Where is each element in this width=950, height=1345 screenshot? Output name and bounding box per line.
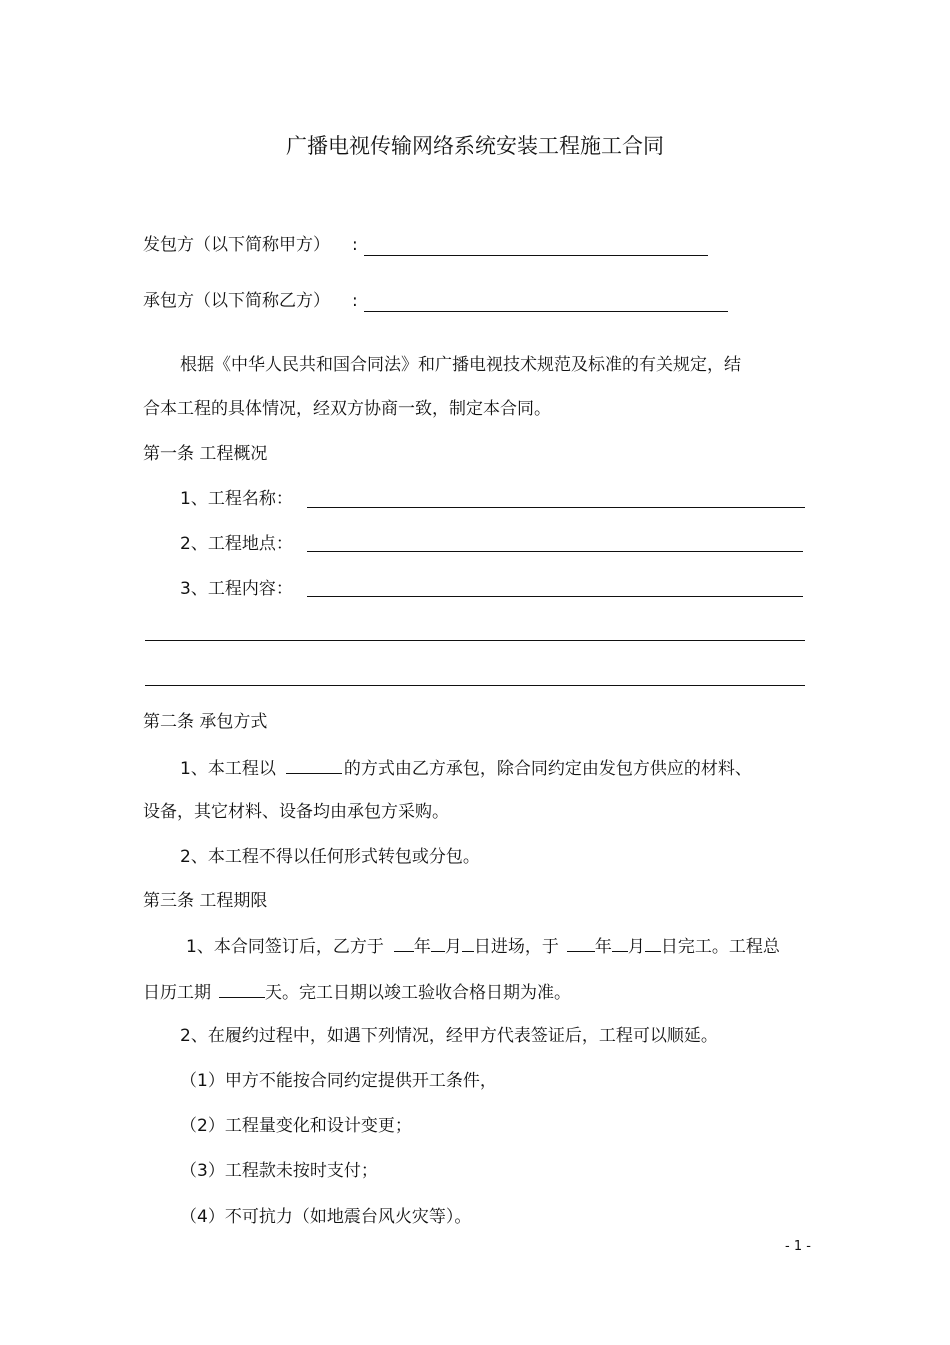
article-3-item-1-part-d: 日进场，于	[473, 937, 559, 957]
end-year-blank[interactable]	[567, 935, 595, 952]
article-3-item-1-part-g: 日完工。工程总	[660, 937, 780, 957]
project-name-label: 1、工程名称：	[180, 489, 293, 509]
year-label-2: 年	[594, 937, 612, 957]
article-3-item-2: 2、在履约过程中，如遇下列情况，经甲方代表签证后，工程可以顺延。	[180, 1026, 718, 1046]
article-2-item-1	[180, 757, 752, 780]
article-2-item-2: 2、本工程不得以任何形式转包或分包。	[180, 847, 480, 867]
party-a-blank[interactable]	[364, 255, 708, 256]
article-3-item-1	[186, 935, 780, 958]
preamble-line-2: 合本工程的具体情况，经双方协商一致，制定本合同。	[143, 399, 551, 419]
month-label-2: 月	[627, 937, 645, 957]
contract-mode-blank[interactable]	[286, 757, 342, 774]
article-3-sub-2: （2）工程量变化和设计变更；	[180, 1116, 412, 1136]
article-2-heading: 第二条 承包方式	[143, 712, 268, 732]
project-location-blank[interactable]	[307, 551, 803, 552]
month-label: 月	[444, 937, 462, 957]
article-3-sub-1: （1）甲方不能按合同约定提供开工条件，	[180, 1071, 497, 1091]
project-content-label: 3、工程内容：	[180, 579, 293, 599]
party-b-label: 承包方（以下简称乙方）	[143, 291, 330, 311]
page-number: - 1 -	[785, 1239, 811, 1254]
project-content-blank[interactable]	[307, 596, 803, 597]
contract-title: 广播电视传输网络系统安装工程施工合同	[286, 134, 664, 158]
article-2-item-1-part-b: 的方式由乙方承包，除合同约定由发包方供应的材料、	[343, 759, 752, 779]
project-location-label: 2、工程地点：	[180, 534, 293, 554]
article-3-sub-4: （4）不可抗力（如地震台风火灾等）。	[180, 1207, 472, 1227]
party-b-colon: :	[352, 291, 358, 311]
project-content-blank-line-2[interactable]	[145, 640, 805, 641]
party-a-colon: :	[352, 235, 358, 255]
start-month-blank[interactable]	[431, 935, 445, 952]
party-b-blank[interactable]	[364, 311, 728, 312]
article-3-item-1-part-a: 1、本合同签订后，乙方于	[186, 937, 384, 957]
start-year-blank[interactable]	[394, 935, 414, 952]
year-label: 年	[413, 937, 431, 957]
end-day-blank[interactable]	[645, 935, 661, 952]
article-3-sub-3: （3）工程款未按时支付；	[180, 1161, 378, 1181]
end-month-blank[interactable]	[612, 935, 628, 952]
duration-label: 日历工期	[143, 983, 211, 1003]
article-3-item-1-line-2	[143, 981, 571, 1004]
article-2-item-1-line-2: 设备，其它材料、设备均由承包方采购。	[143, 802, 449, 822]
article-2-item-1-part-a: 1、本工程以	[180, 759, 276, 779]
duration-days-blank[interactable]	[219, 981, 265, 998]
start-day-blank[interactable]	[462, 935, 474, 952]
party-a-label: 发包方（以下简称甲方）	[143, 235, 330, 255]
article-3-heading: 第三条 工程期限	[143, 891, 268, 911]
duration-note: 天。完工日期以竣工验收合格日期为准。	[265, 983, 571, 1003]
preamble-line-1: 根据《中华人民共和国合同法》和广播电视技术规范及标准的有关规定，结	[180, 355, 741, 375]
project-name-blank[interactable]	[307, 507, 805, 508]
project-content-blank-line-3[interactable]	[145, 685, 805, 686]
article-1-heading: 第一条 工程概况	[143, 444, 268, 464]
